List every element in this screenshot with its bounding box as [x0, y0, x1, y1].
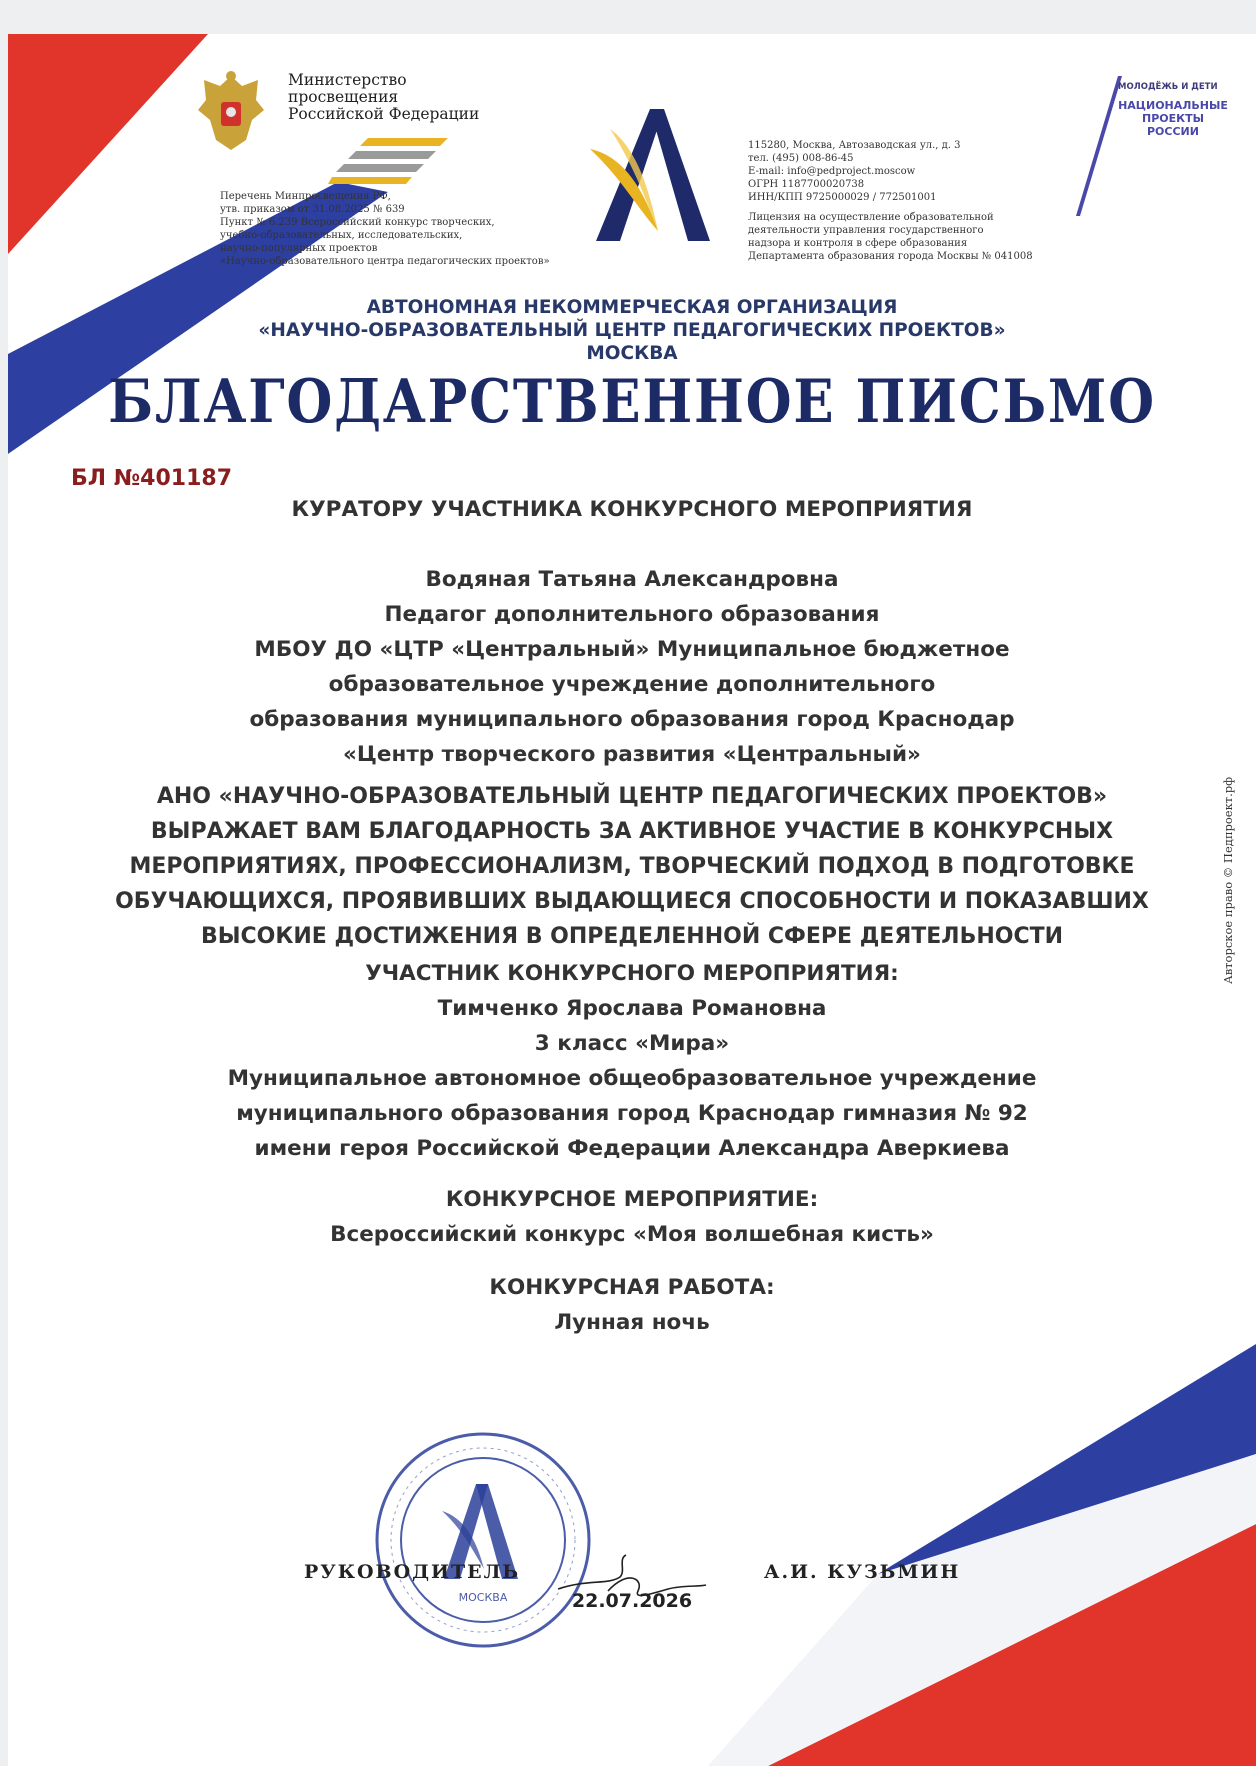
gratitude-line: АНО «НАУЧНО-ОБРАЗОВАТЕЛЬНЫЙ ЦЕНТР ПЕДАГОГИЧЕСКИХ ПРОЕКТОВ»	[156, 784, 1108, 809]
work-heading: КОНКУРСНАЯ РАБОТА:	[489, 1275, 775, 1300]
curator-line: образования муниципального образования город Краснодар	[249, 707, 1015, 732]
red-corner-shape	[8, 34, 208, 254]
gratitude-line: ОБУЧАЮЩИХСЯ, ПРОЯВИВШИХ ВЫДАЮЩИЕСЯ СПОСОБНОСТИ И ПОКАЗАВШИХ	[115, 889, 1149, 914]
note-line: учебно-образовательных, исследовательских,	[220, 230, 463, 241]
address-line: тел. (495) 008-86-45	[748, 153, 854, 164]
participant-block	[8, 956, 1256, 1166]
event-name: Всероссийский конкурс «Моя волшебная кисть»	[330, 1222, 934, 1247]
stamp-city-text: МОСКВА	[458, 1591, 508, 1604]
copyright-note: Авторское право © Педпроект.рф	[1221, 776, 1235, 984]
center-logo-icon	[580, 109, 720, 244]
event-heading: КОНКУРСНОЕ МЕРОПРИЯТИЕ:	[445, 1187, 819, 1212]
director-name: А.И. КУЗЬМИН	[764, 1561, 961, 1583]
ministry-name: Министерство просвещения Российской Федерации	[288, 71, 480, 123]
curator-name: Водяная Татьяна Александровна	[425, 567, 839, 592]
address-line: ИНН/КПП 9725000029 / 772501001	[748, 192, 937, 203]
gratitude-line: ВЫСОКИЕ ДОСТИЖЕНИЯ В ОПРЕДЕЛЕННОЙ СФЕРЕ ДЕЯТЕЛЬНОСТИ	[200, 924, 1064, 949]
national-projects-caption: МОЛОДЁЖЬ И ДЕТИ	[1118, 82, 1218, 92]
address-line: 115280, Москва, Автозаводская ул., д. 3	[748, 140, 961, 151]
curator-line: образовательное учреждение дополнительного	[328, 672, 936, 697]
work-title: Лунная ночь	[554, 1310, 710, 1335]
org-line: АВТОНОМНАЯ НЕКОММЕРЧЕСКАЯ ОРГАНИЗАЦИЯ	[366, 297, 898, 318]
participant-line: имени героя Российской Федерации Александра Аверкиева	[254, 1136, 1010, 1161]
address-line: деятельности управления государственного	[748, 225, 984, 236]
org-line: МОСКВА	[586, 343, 678, 364]
document-date: 22.07.2026	[571, 1590, 693, 1612]
note-line: «Научно-образовательного центра педагогических проектов»	[220, 256, 550, 267]
address-line: E-mail: info@pedproject.moscow	[748, 166, 916, 177]
badge-title-line: РОССИИ	[1147, 125, 1199, 138]
note-line: утв. приказом от 31.08.2025 № 639	[220, 204, 405, 215]
badge-title-line: НАЦИОНАЛЬНЫЕ	[1118, 99, 1228, 112]
national-projects-title	[1118, 99, 1228, 138]
curator-block	[8, 562, 1256, 772]
note-line: Пункт № 6.239 Всероссийский конкурс творческих,	[220, 217, 495, 228]
organization-address	[748, 139, 1088, 263]
address-line: Лицензия на осуществление образовательной	[748, 212, 994, 223]
note-line: научно-популярных проектов	[220, 243, 378, 254]
organization-name	[8, 296, 1256, 365]
participant-name: Тимченко Ярослава Романовна	[437, 996, 827, 1021]
event-block	[8, 1182, 1256, 1252]
address-line: Департамента образования города Москвы № 041008	[748, 251, 1033, 262]
participant-heading: УЧАСТНИК КОНКУРСНОГО МЕРОПРИЯТИЯ:	[365, 961, 899, 986]
curator-line: «Центр творческого развития «Центральный»	[343, 742, 921, 767]
official-stamp-icon	[372, 1429, 594, 1651]
coat-of-arms-icon	[196, 70, 266, 156]
document-number: БЛ №401187	[71, 466, 233, 491]
document-title: БЛАГОДАРСТВЕННОЕ ПИСЬМО	[108, 367, 1156, 437]
note-line: Перечень Минпросвещения РФ,	[220, 191, 391, 202]
certificate-sheet	[8, 34, 1256, 1766]
director-label: РУКОВОДИТЕЛЬ	[304, 1561, 521, 1583]
participant-line: 3 класс «Мира»	[534, 1031, 730, 1056]
address-line: ОГРН 1187700020738	[748, 179, 865, 190]
org-line: «НАУЧНО-ОБРАЗОВАТЕЛЬНЫЙ ЦЕНТР ПЕДАГОГИЧЕСКИХ ПРОЕКТОВ»	[258, 320, 1006, 341]
gratitude-text	[8, 779, 1256, 954]
gratitude-line: ВЫРАЖАЕТ ВАМ БЛАГОДАРНОСТЬ ЗА АКТИВНОЕ УЧАСТИЕ В КОНКУРСНЫХ	[150, 819, 1114, 844]
participant-line: Муниципальное автономное общеобразовательное учреждение	[227, 1066, 1037, 1091]
curator-line: МБОУ ДО «ЦТР «Центральный» Муниципальное бюджетное	[254, 637, 1010, 662]
address-line: надзора и контроля в сфере образования	[748, 238, 968, 249]
curator-heading: КУРАТОРУ УЧАСТНИКА КОНКУРСНОГО МЕРОПРИЯТИЯ	[291, 497, 973, 522]
participant-line: муниципального образования город Краснодар гимназия № 92	[236, 1101, 1028, 1126]
curator-line: Педагог дополнительного образования	[384, 602, 880, 627]
ministry-stripes-icon	[328, 138, 448, 184]
gratitude-line: МЕРОПРИЯТИЯХ, ПРОФЕССИОНАЛИЗМ, ТВОРЧЕСКИЙ ПОДХОД В ПОДГОТОВКЕ	[129, 854, 1135, 879]
work-block	[8, 1270, 1256, 1340]
ministry-approval-note	[220, 190, 610, 268]
badge-title-line: ПРОЕКТЫ	[1141, 112, 1205, 125]
